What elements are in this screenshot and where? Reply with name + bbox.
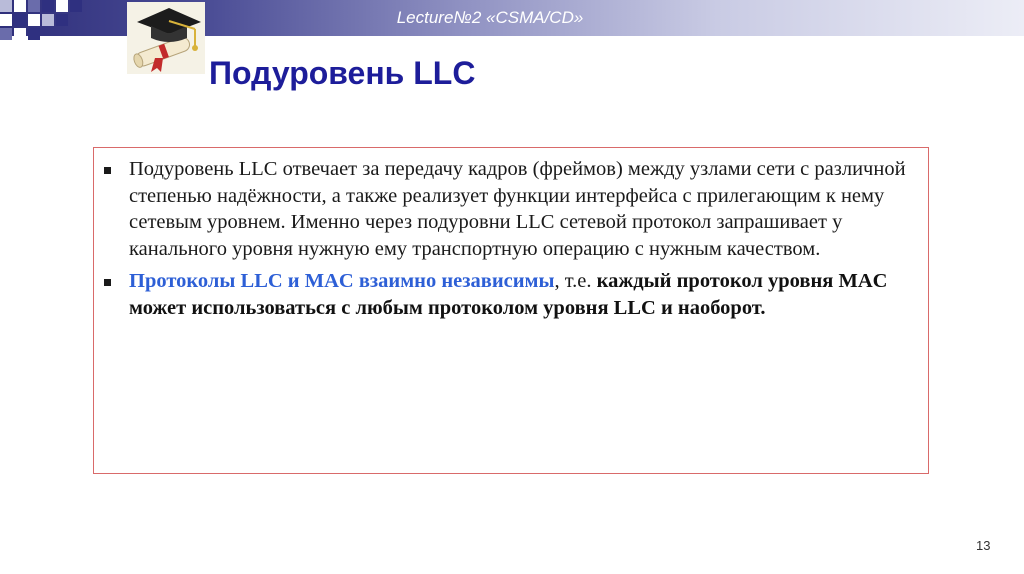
bold-text: каждый протокол уровня MAC может использоваться с любым протоколом уровня LLC и наоборот. <box>129 270 888 319</box>
lecture-header: Lecture№2 «CSMA/CD» <box>396 8 584 27</box>
bullet-text-connector: , т.е. <box>554 270 597 292</box>
bullet-text: Подуровень LLC отвечает за передачу кадров (фреймов) между узлами сети с различной степенью надёжности, а также реализует функции интерфейса с прилегающим к нему сетевым уровнем. Именно через подуровни LLC сетевой протокол запрашивает у канального уровня нужную ему транспортную операцию с нужным качеством. <box>129 158 906 260</box>
bullet-square-icon <box>104 279 111 286</box>
bullet-item <box>104 268 914 321</box>
decorative-squares <box>0 0 130 40</box>
slide-title: Подуровень LLC <box>209 55 476 91</box>
bullet-item <box>104 156 914 262</box>
content-box <box>93 147 929 474</box>
page-number: 13 <box>976 538 991 553</box>
graduation-cap-diploma-icon <box>127 2 205 74</box>
bullet-list <box>104 156 914 327</box>
highlighted-text: Протоколы LLC и MAC взаимно независимы <box>129 270 555 292</box>
bullet-square-icon <box>104 167 111 174</box>
